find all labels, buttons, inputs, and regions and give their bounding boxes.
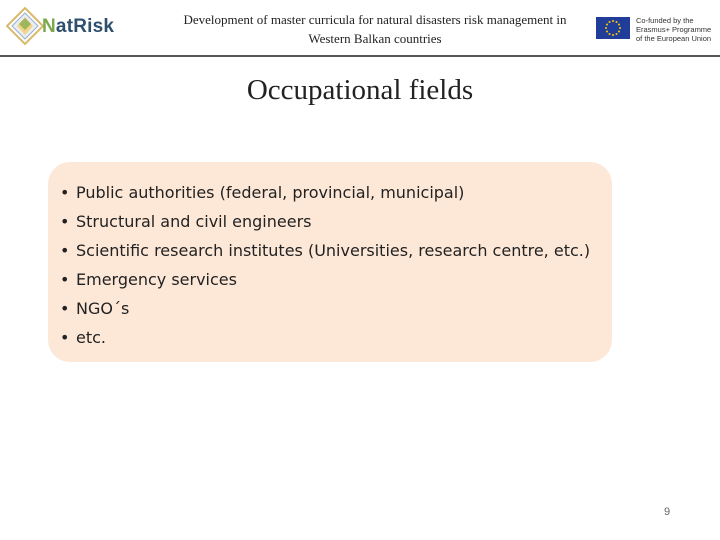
bullet-item: • etc. [60, 328, 106, 347]
page-number: 9 [664, 506, 671, 518]
bullet-item: • NGO´s [60, 299, 130, 318]
bullet-item: • Structural and civil engineers [60, 212, 312, 231]
slide-header [0, 0, 720, 56]
bullet-box [48, 162, 612, 362]
natrisk-diamond-icon [6, 7, 44, 45]
eu-cofunded-text: Co-funded by the Erasmus+ Programme of the European Union [636, 16, 712, 43]
header-divider [0, 55, 720, 57]
natrisk-logo [4, 4, 116, 50]
project-title-line-1: Development of master curricula for natural disasters risk management in [183, 12, 567, 27]
bullet-list [60, 178, 590, 352]
bullet-item: • Public authorities (federal, provincial, municipal) [60, 183, 465, 202]
eu-flag-icon [596, 17, 630, 39]
slide-title: Occupational fields [246, 74, 474, 106]
project-title [160, 10, 590, 48]
project-title-line-2: Western Balkan countries [308, 31, 442, 46]
bullet-item: • Emergency services [60, 270, 237, 289]
bullet-item: • Scientific research institutes (Universities, research centre, etc.) [60, 241, 591, 260]
natrisk-logo-text: NatRisk [42, 16, 115, 37]
